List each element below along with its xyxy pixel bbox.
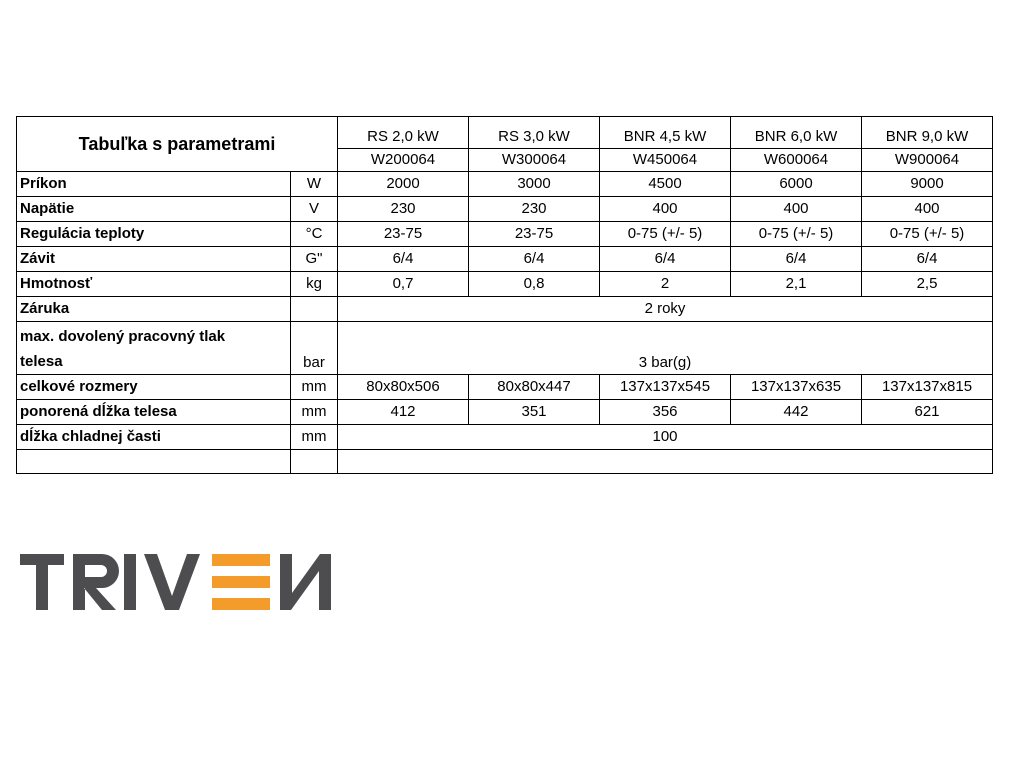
- table-row-tlak: [17, 322, 993, 375]
- value-cell: 0,7: [338, 272, 469, 297]
- model-name-cell: BNR 9,0 kW: [862, 117, 993, 149]
- value-cell: 442: [731, 400, 862, 425]
- value-cell: 137x137x635: [731, 375, 862, 400]
- logo-e-bar-bottom: [212, 598, 270, 610]
- table-row-prikon: [17, 172, 993, 197]
- value-cell: 2,5: [862, 272, 993, 297]
- value-cell: 351: [469, 400, 600, 425]
- row-label: [17, 322, 291, 375]
- row-unit: V: [291, 197, 338, 222]
- empty-cell: [338, 450, 993, 474]
- logo-letter-r: [73, 554, 119, 610]
- value-cell: 3000: [469, 172, 600, 197]
- table-row-regulacia: [17, 222, 993, 247]
- logo-letter-i: [124, 554, 136, 610]
- row-label: dĺžka chladnej časti: [17, 425, 291, 450]
- model-code-cell: W900064: [862, 149, 993, 172]
- triven-logo: [18, 548, 338, 612]
- row-label: Regulácia teploty: [17, 222, 291, 247]
- row-label: Hmotnosť: [17, 272, 291, 297]
- model-code-cell: W200064: [338, 149, 469, 172]
- merged-value-cell: 2 roky: [338, 297, 993, 322]
- empty-cell: [17, 450, 291, 474]
- value-cell: 6/4: [862, 247, 993, 272]
- value-cell: 412: [338, 400, 469, 425]
- parameters-table: [16, 116, 993, 474]
- value-cell: 6000: [731, 172, 862, 197]
- table-row-chladna: [17, 425, 993, 450]
- value-cell: 2,1: [731, 272, 862, 297]
- logo-e-bars-orange: [212, 554, 270, 610]
- merged-value-cell: 3 bar(g): [338, 322, 993, 375]
- logo-letter-n: [280, 554, 331, 610]
- value-cell: 400: [862, 197, 993, 222]
- row-label: Závit: [17, 247, 291, 272]
- row-label: Záruka: [17, 297, 291, 322]
- row-unit: mm: [291, 400, 338, 425]
- value-cell: 2000: [338, 172, 469, 197]
- row-label: ponorená dĺžka telesa: [17, 400, 291, 425]
- row-label-line: max. dovolený pracovný tlak: [20, 328, 226, 345]
- row-unit: [291, 297, 338, 322]
- model-name-cell: BNR 6,0 kW: [731, 117, 862, 149]
- table-row-napatie: [17, 197, 993, 222]
- table-row-zavit: [17, 247, 993, 272]
- empty-cell: [291, 450, 338, 474]
- row-unit: mm: [291, 375, 338, 400]
- model-name-cell: RS 3,0 kW: [469, 117, 600, 149]
- model-code-cell: W450064: [600, 149, 731, 172]
- logo-e-bar-top: [212, 554, 270, 566]
- row-label: celkové rozmery: [17, 375, 291, 400]
- row-label: Napätie: [17, 197, 291, 222]
- row-unit: G": [291, 247, 338, 272]
- table-row-zaruka: [17, 297, 993, 322]
- row-unit: kg: [291, 272, 338, 297]
- value-cell: 80x80x447: [469, 375, 600, 400]
- value-cell: 0-75 (+/- 5): [731, 222, 862, 247]
- value-cell: 230: [469, 197, 600, 222]
- value-cell: 6/4: [600, 247, 731, 272]
- value-cell: 400: [731, 197, 862, 222]
- table-header-row: [17, 117, 993, 149]
- table-title: Tabuľka s parametrami: [17, 117, 338, 172]
- model-name-cell: BNR 4,5 kW: [600, 117, 731, 149]
- table-row-ponorena: [17, 400, 993, 425]
- value-cell: 137x137x815: [862, 375, 993, 400]
- table-row-rozmery: [17, 375, 993, 400]
- value-cell: 6/4: [731, 247, 862, 272]
- logo-letter-v: [144, 554, 200, 610]
- merged-value-cell: 100: [338, 425, 993, 450]
- value-cell: 621: [862, 400, 993, 425]
- value-cell: 4500: [600, 172, 731, 197]
- value-cell: 0,8: [469, 272, 600, 297]
- value-cell: 230: [338, 197, 469, 222]
- value-cell: 80x80x506: [338, 375, 469, 400]
- value-cell: 9000: [862, 172, 993, 197]
- model-name-cell: RS 2,0 kW: [338, 117, 469, 149]
- logo-e-bar-middle: [212, 576, 270, 588]
- row-label-line: telesa: [20, 353, 63, 370]
- logo-letter-t-stem: [36, 554, 48, 610]
- row-unit: °C: [291, 222, 338, 247]
- table-row-empty: [17, 450, 993, 474]
- value-cell: 23-75: [469, 222, 600, 247]
- value-cell: 2: [600, 272, 731, 297]
- value-cell: 23-75: [338, 222, 469, 247]
- row-unit: bar: [291, 322, 338, 375]
- logo-letters-gray: [20, 554, 331, 610]
- table-row-hmotnost: [17, 272, 993, 297]
- model-code-cell: W300064: [469, 149, 600, 172]
- row-unit: mm: [291, 425, 338, 450]
- value-cell: 137x137x545: [600, 375, 731, 400]
- model-code-cell: W600064: [731, 149, 862, 172]
- value-cell: 6/4: [469, 247, 600, 272]
- row-label: Príkon: [17, 172, 291, 197]
- value-cell: 400: [600, 197, 731, 222]
- value-cell: 356: [600, 400, 731, 425]
- value-cell: 0-75 (+/- 5): [862, 222, 993, 247]
- value-cell: 6/4: [338, 247, 469, 272]
- value-cell: 0-75 (+/- 5): [600, 222, 731, 247]
- row-unit: W: [291, 172, 338, 197]
